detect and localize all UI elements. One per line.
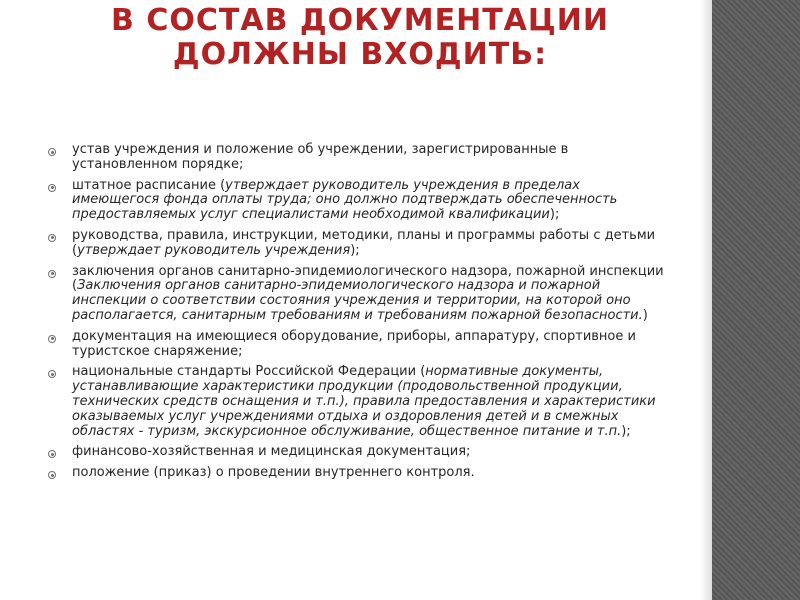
list-item (46, 229, 668, 259)
list-item-suffix: ); (549, 207, 560, 223)
list-item-text: финансово-хозяйственная и медицинская документация; (72, 444, 471, 460)
bullet-icon (48, 335, 56, 343)
documentation-list (46, 143, 668, 487)
bullet-icon (48, 370, 56, 378)
list-item-text: документация на имеющиеся оборудование, приборы, аппаратуру, спортивное и туристское снаряжение; (72, 328, 636, 359)
list-item (46, 143, 668, 173)
bullet-icon (48, 471, 56, 479)
bullet-icon (48, 270, 56, 278)
list-item (46, 265, 668, 324)
list-item-suffix: ) (642, 307, 648, 323)
bullet-icon (48, 450, 56, 458)
list-item-italic-text: нормативные документы, устанавливающие характеристики продукции (продовольственной продукции, технических средств оснащения и т.п.), правила предоставления и характеристики оказываемых услуг учреждениями отдыха и оздоровления детей и в смежных областях - туризм, экскурсионное обслуживание, общественное питание и т.п. (72, 364, 656, 439)
decorative-side-band (712, 0, 800, 600)
slide-title: В СОСТАВ ДОКУМЕНТАЦИИ ДОЛЖНЫ ВХОДИТЬ: (111, 3, 609, 72)
list-item-text: национальные стандарты Российской Федерации ( (72, 364, 426, 380)
list-item (46, 365, 668, 439)
list-item-text: руководства, правила, инструкции, методики, планы и программы работы с детьми ( (72, 227, 656, 258)
bullet-icon (48, 148, 56, 156)
list-item-text: положение (приказ) о проведении внутреннего контроля. (72, 465, 475, 481)
list-item (46, 466, 668, 481)
list-item-italic-text: утверждает руководитель учреждения в пределах имеющегося фонда оплаты труда; оно должно подтверждать обеспеченность предоставляемых услуг специалистами необходимой квалификации (72, 177, 618, 223)
bullet-icon (48, 234, 56, 242)
list-item (46, 330, 668, 360)
list-item-suffix: ); (350, 242, 360, 258)
list-item-text: устав учреждения и положение об учреждении, зарегистрированные в установленном порядке; (72, 142, 569, 172)
list-item-text: штатное расписание ( (72, 177, 226, 193)
list-item-text: заключения органов санитарно-эпидемиологического надзора, пожарной инспекции ( (72, 263, 664, 294)
list-item-italic-text: утверждает руководитель учреждения (77, 242, 351, 258)
list-item (46, 445, 668, 460)
list-item-italic-text: Заключения органов санитарно-эпидемиологического надзора и пожарной инспекции о соответствии состояния учреждения и территории, на которой оно располагается, санитарным требованиям и требованиям пожарной безопасности. (72, 278, 643, 323)
list-item (46, 179, 668, 223)
bullet-icon (48, 184, 56, 192)
list-item-suffix: ); (621, 423, 631, 439)
